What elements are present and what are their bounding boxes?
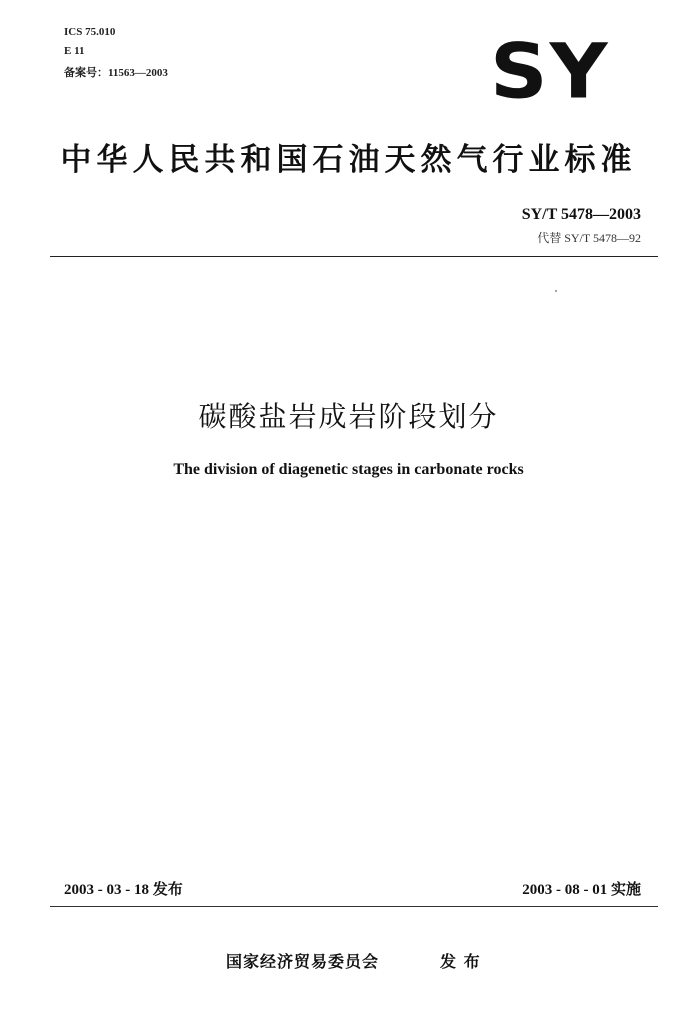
sy-logo: SY bbox=[490, 27, 610, 116]
ics-code: ICS 75.010 bbox=[64, 26, 116, 38]
publish-label: 发 布 bbox=[440, 952, 481, 971]
issue-date: 2003 - 03 - 18 发布 bbox=[64, 882, 183, 898]
document-title-english: The division of diagenetic stages in carbonate rocks bbox=[173, 461, 524, 478]
publisher-name: 国家经济贸易委员会 bbox=[226, 952, 380, 971]
industry-standard-title: 中华人民共和国石油天然气行业标准 bbox=[60, 142, 637, 178]
replaces-standard: 代替 SY/T 5478—92 bbox=[537, 231, 641, 245]
record-number: 备案号：11563—2003 bbox=[64, 67, 168, 79]
implementation-date: 2003 - 08 - 01 实施 bbox=[522, 882, 641, 898]
document-title-chinese: 碳酸盐岩成岩阶段划分 bbox=[198, 400, 499, 433]
scan-speck bbox=[555, 290, 557, 292]
ccs-code: E 11 bbox=[64, 45, 85, 57]
standard-number: SY/T 5478—2003 bbox=[521, 206, 641, 223]
footer-divider bbox=[50, 906, 658, 907]
header-divider bbox=[50, 256, 658, 257]
